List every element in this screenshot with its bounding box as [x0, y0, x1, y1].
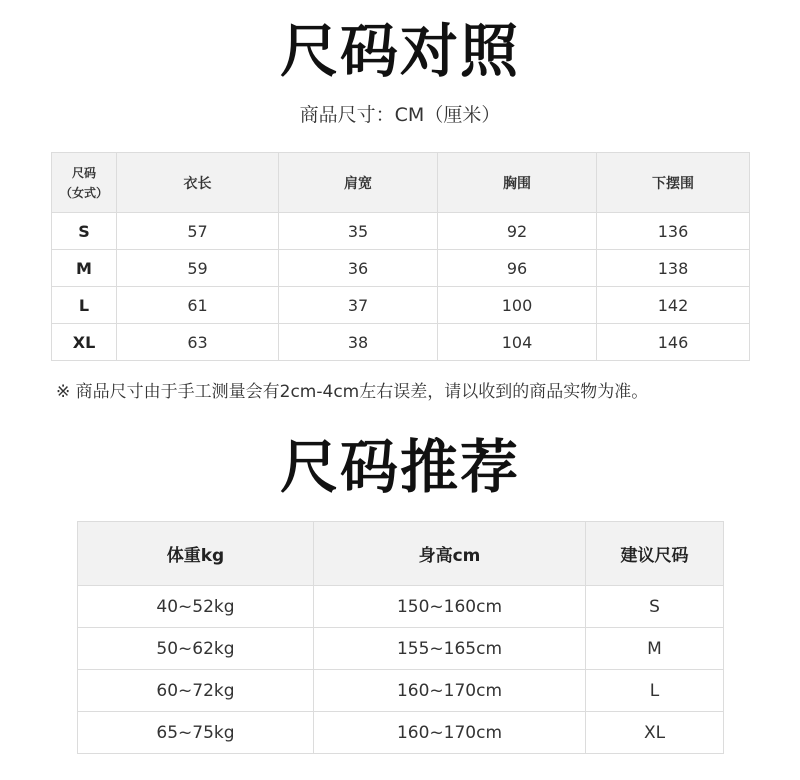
size-cell: L	[52, 287, 117, 324]
header-weight: 体重kg	[78, 522, 314, 586]
length-cell: 61	[117, 287, 279, 324]
header-suggested-size: 建议尺码	[586, 522, 724, 586]
header-bust: 胸围	[438, 153, 597, 213]
height-cell: 155~165cm	[314, 628, 586, 670]
table-row	[52, 213, 750, 250]
recommendation-title: 尺码推荐	[279, 433, 520, 501]
weight-cell: 50~62kg	[78, 628, 314, 670]
shoulder-cell: 38	[279, 324, 438, 361]
length-cell: 57	[117, 213, 279, 250]
size-chart-header-row	[52, 153, 750, 213]
weight-cell: 40~52kg	[78, 586, 314, 628]
table-row	[78, 712, 724, 754]
header-size-women	[52, 153, 117, 213]
table-row	[78, 586, 724, 628]
shoulder-cell: 35	[279, 213, 438, 250]
header-size-label: 尺码	[71, 165, 96, 180]
hem-cell: 146	[597, 324, 750, 361]
weight-cell: 65~75kg	[78, 712, 314, 754]
weight-cell: 60~72kg	[78, 670, 314, 712]
bust-cell: 96	[438, 250, 597, 287]
unit-note: 商品尺寸：CM（厘米）	[299, 104, 501, 126]
shoulder-cell: 36	[279, 250, 438, 287]
length-cell: 63	[117, 324, 279, 361]
bust-cell: 92	[438, 213, 597, 250]
hem-cell: 138	[597, 250, 750, 287]
bust-cell: 104	[438, 324, 597, 361]
suggested-size-cell: M	[586, 628, 724, 670]
shoulder-cell: 37	[279, 287, 438, 324]
table-row	[52, 324, 750, 361]
header-height: 身高cm	[314, 522, 586, 586]
header-shoulder: 肩宽	[279, 153, 438, 213]
height-cell: 160~170cm	[314, 670, 586, 712]
size-recommendation-table	[77, 521, 724, 754]
size-cell: S	[52, 213, 117, 250]
bust-cell: 100	[438, 287, 597, 324]
size-chart-table	[51, 152, 750, 361]
height-cell: 160~170cm	[314, 712, 586, 754]
suggested-size-cell: L	[586, 670, 724, 712]
suggested-size-cell: S	[586, 586, 724, 628]
hem-cell: 136	[597, 213, 750, 250]
header-women-label: （女式）	[59, 185, 108, 200]
header-hem: 下摆围	[597, 153, 750, 213]
recommendation-header-row	[78, 522, 724, 586]
table-row	[52, 287, 750, 324]
height-cell: 150~160cm	[314, 586, 586, 628]
suggested-size-cell: XL	[586, 712, 724, 754]
table-row	[78, 628, 724, 670]
measurement-disclaimer: ※ 商品尺寸由于手工测量会有2cm-4cm左右误差，请以收到的商品实物为准。	[56, 382, 649, 402]
size-cell: XL	[52, 324, 117, 361]
table-row	[52, 250, 750, 287]
size-cell: M	[52, 250, 117, 287]
table-row	[78, 670, 724, 712]
length-cell: 59	[117, 250, 279, 287]
hem-cell: 142	[597, 287, 750, 324]
header-length: 衣长	[117, 153, 279, 213]
size-chart-title: 尺码对照	[279, 17, 520, 85]
